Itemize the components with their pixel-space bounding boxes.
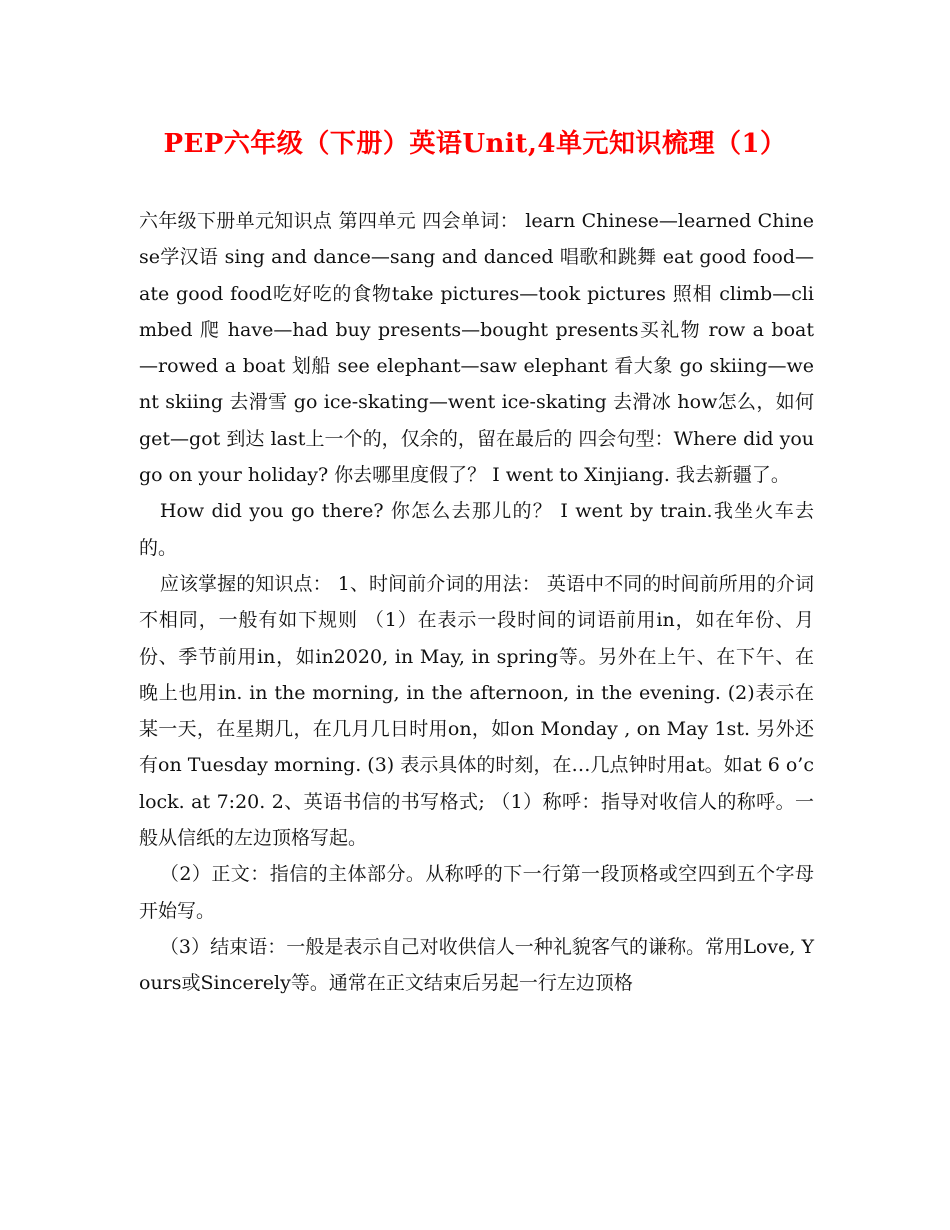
paragraph-letter-closing: （3）结束语：一般是表示自己对收供信人一种礼貌客气的谦称。常用Love, Yours或Sincerely等。通常在正文结束后另起一行左边顶格	[139, 935, 814, 995]
document-body	[139, 203, 814, 1002]
paragraph-vocabulary: 六年级下册单元知识点 第四单元 四会单词： learn Chinese—learned Chinese学汉语 sing and dance—sang and danced 唱歌和跳舞 eat good food—ate good food吃好吃的食物take pictures—took pictures 照相 climb—climbed 爬 have—had buy presents—bought presents买礼物 row a boat—rowed a boat 划船 see elephant—saw elephant 看大象 go skiing—went skiing 去滑雪 go ice-skating—went ice-skating 去滑冰 how怎么，如何 get—got 到达 last上一个的，仅余的，留在最后的 四会句型：Where did you go on your holiday? 你去哪里度假了？ I went to Xinjiang. 我去新疆了。	[139, 210, 814, 487]
paragraph-knowledge-points: 应该掌握的知识点： 1、时间前介词的用法： 英语中不同的时间前所用的介词不相同，一般有如下规则 （1）在表示一段时间的词语前用in，如在年份、月份、季节前用in，如in2020, in May, in spring等。另外在上午、在下午、在晚上也用in. in the morning, in the afternoon, in the evening. (2)表示在某一天，在星期几，在几月几日时用on，如on Monday , on May 1st. 另外还有on Tuesday morning. (3) 表示具体的时刻，在…几点钟时用at。如at 6 o’clock. at 7:20. 2、英语书信的书写格式; （1）称呼：指导对收信人的称呼。一般从信纸的左边顶格写起。	[139, 572, 814, 850]
document-title: PEP六年级（下册）英语Unit,4单元知识梳理（1）	[163, 129, 787, 159]
paragraph-sentence-pattern: How did you go there? 你怎么去那儿的？ I went by train.我坐火车去的。	[139, 500, 814, 559]
paragraph-letter-body: （2）正文：指信的主体部分。从称呼的下一行第一段顶格或空四到五个字母开始写。	[139, 863, 814, 922]
